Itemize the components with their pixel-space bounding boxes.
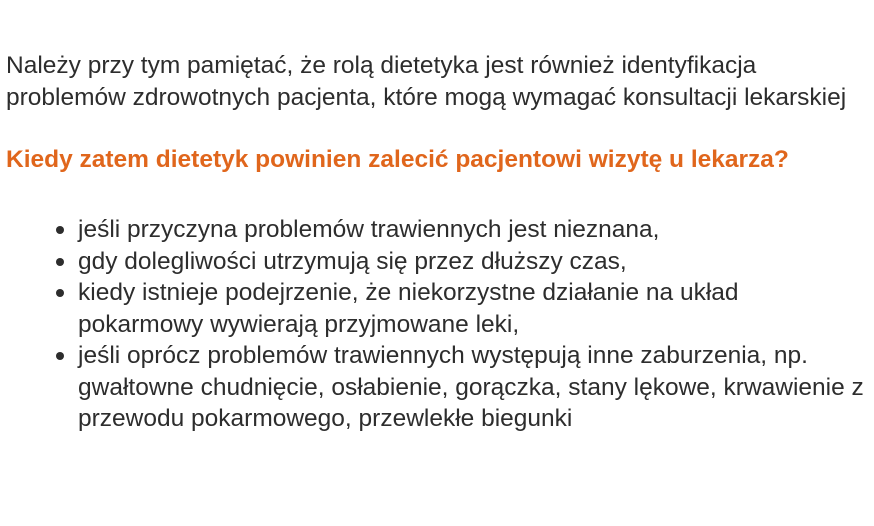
bullet-icon [56, 352, 64, 360]
list-item [56, 246, 868, 278]
list-item-text: gdy dolegliwości utrzymują się przez dłuższy czas, [78, 247, 627, 275]
list-item [56, 277, 868, 340]
list-item [56, 340, 868, 435]
bullet-icon [56, 258, 64, 266]
bullet-icon [56, 289, 64, 297]
intro-paragraph: Należy przy tym pamiętać, że rolą dietetyka jest również identyfikacja problemów zdrowotnych pacjenta, które mogą wymagać konsultacji lekarskiej [6, 52, 847, 111]
list-item-text: kiedy istnieje podejrzenie, że niekorzystne działanie na układ pokarmowy wywierają przyjmowane leki, [78, 279, 739, 338]
list-item [56, 214, 868, 246]
list-item-text: jeśli przyczyna problemów trawiennych jest nieznana, [78, 216, 660, 243]
document-body [6, 50, 868, 435]
bullet-icon [56, 226, 64, 234]
recommendation-list [6, 214, 868, 435]
list-item-text: jeśli oprócz problemów trawiennych występują inne zaburzenia, np. gwałtowne chudnięcie, osłabienie, gorączka, stany lękowe, krwawienie z przewodu pokarmowego, przewlekłe biegunki [78, 342, 864, 432]
question-heading: Kiedy zatem dietetyk powinien zalecić pacjentowi wizytę u lekarza? [6, 146, 789, 173]
